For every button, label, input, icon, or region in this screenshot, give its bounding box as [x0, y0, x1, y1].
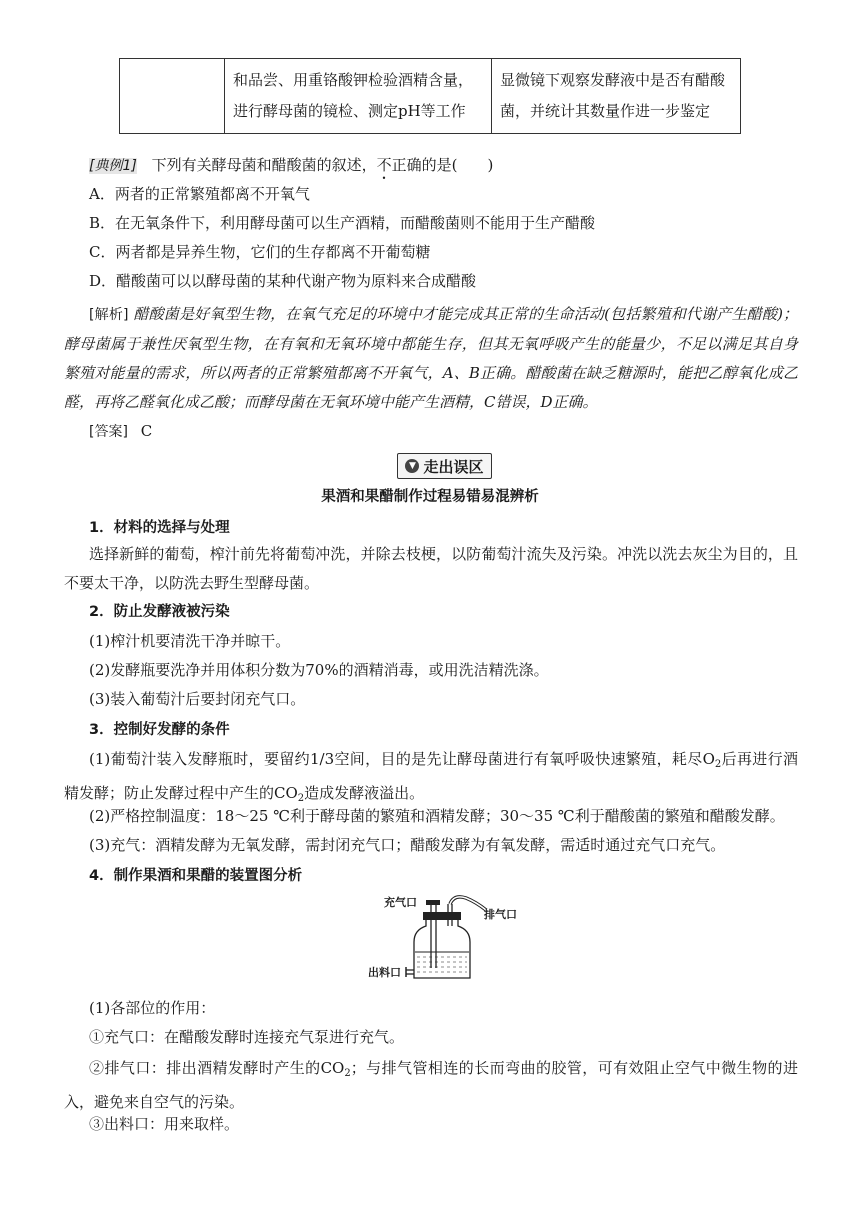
banner-label: 走出误区	[423, 457, 484, 476]
question-text-b: 正确的是( )	[391, 156, 494, 174]
s4-title: 4．制作果酒和果醋的装置图分析	[89, 868, 303, 884]
table-cell	[225, 59, 492, 134]
s3-item-2: (2)严格控制温度：18～25 ℃利于酵母菌的繁殖和酒精发酵；30～35 ℃利于醋酸菌的繁殖和醋酸发酵。	[89, 807, 785, 825]
option-c: C．两者都是异养生物，它们的生存都离不开葡萄糖	[89, 243, 431, 261]
option-a: A．两者的正常繁殖都离不开氧气	[89, 185, 310, 203]
label-exhaust: 排气口	[484, 908, 517, 921]
s4-item-1: ①充气口：在醋酸发酵时连接充气泵进行充气。	[89, 1028, 405, 1046]
answer-value: C	[140, 422, 153, 440]
option-d: D．醋酸菌可以以酵母菌的某种代谢产物为原料来合成醋酸	[89, 272, 477, 290]
analysis-paragraph	[64, 300, 798, 417]
question-emphasis: 不	[376, 156, 392, 174]
s4-item-2-a: ②排气口：排出酒精发酵时产生的CO	[89, 1059, 345, 1077]
s3-item-1	[64, 745, 798, 813]
answer-tag: [答案]	[89, 424, 128, 440]
cell-line: 显微镜下观察发酵液中是否有醋酸	[500, 71, 726, 89]
table-row	[120, 59, 741, 134]
cell-line: 菌，并统计其数量作进一步鉴定	[500, 102, 711, 120]
s3-item-1-c: 造成发酵液溢出。	[304, 784, 425, 802]
analysis-text: 醋酸菌是好氧型生物，在氧气充足的环境中才能完成其正常的生命活动(包括繁殖和代谢产生醋酸)；酵母菌属于兼性厌氧型生物，在有氧和无氧环境中都能生存，但其无氧呼吸产生的能量少，不足以满足其自身繁殖对能量的需求，所以两者的正常繁殖都离不开氧气，A、B正确。醋酸菌在缺乏糖源时，能把乙醇氧化成乙醛，再将乙醛氧化成乙酸；而酵母菌在无氧环境中能产生酒精，C错误，D正确。	[64, 305, 798, 411]
example-tag: [典例1]	[89, 158, 137, 174]
s2-title: 2．防止发酵液被污染	[89, 604, 230, 620]
table-cell-empty	[120, 59, 225, 134]
s2-item-3: (3)装入葡萄汁后要封闭充气口。	[89, 690, 306, 708]
s4-lead: (1)各部位的作用：	[89, 999, 216, 1017]
subscript: 2	[714, 759, 722, 770]
s2-item-1: (1)榨汁机要清洗干净并晾干。	[89, 632, 291, 650]
subscript: 2	[297, 793, 305, 804]
top-table	[119, 58, 741, 134]
answer-line	[89, 421, 152, 441]
section-title: 果酒和果醋制作过程易错易混辨析	[321, 489, 539, 505]
table-cell	[492, 59, 741, 134]
subscript: 2	[344, 1068, 351, 1079]
s3-item-1-a: (1)葡萄汁装入发酵瓶时，要留约1/3空间，目的是先让酵母菌进行有氧呼吸快速繁殖，耗尽O	[89, 750, 715, 768]
cell-line: 和品尝、用重铬酸钾检验酒精含量，	[233, 71, 474, 89]
analysis-tag: [解析]	[89, 307, 129, 323]
s4-item-3: ③出料口：用来取样。	[89, 1115, 240, 1133]
chevron-down-icon: ▼	[405, 459, 419, 473]
fermentation-apparatus-diagram	[368, 890, 528, 982]
option-b: B．在无氧条件下，利用酵母菌可以生产酒精，而醋酸菌则不能用于生产醋酸	[89, 214, 596, 232]
s2-item-2: (2)发酵瓶要洗净并用体积分数为70%的酒精消毒，或用洗洁精洗涤。	[89, 661, 549, 679]
example-question	[89, 154, 493, 183]
banner-misconceptions	[397, 453, 492, 479]
s3-item-3: (3)充气：酒精发酵为无氧发酵，需封闭充气口；醋酸发酵为有氧发酵，需适时通过充气口充气。	[89, 836, 726, 854]
label-outlet: 出料口	[368, 966, 401, 979]
s3-item-1-b: 后再进行酒精发酵；防止发酵过程中产生的CO	[64, 750, 798, 802]
label-inlet: 充气口	[384, 896, 417, 909]
s4-item-2-b: ；与排气管相连的长而弯曲的胶管，可有效阻止空气中微生物的进入，避免来自空气的污染。	[64, 1059, 798, 1111]
cell-line: 进行酵母菌的镜检、测定pH等工作	[233, 102, 466, 120]
s4-item-2	[64, 1054, 798, 1117]
s1-text: 选择新鲜的葡萄，榨汁前先将葡萄冲洗，并除去枝梗，以防葡萄汁流失及污染。冲洗以洗去灰尘为目的，且不要太干净，以防洗去野生型酵母菌。	[64, 545, 798, 592]
s1-title: 1．材料的选择与处理	[89, 520, 230, 536]
s3-title: 3．控制好发酵的条件	[89, 722, 230, 738]
question-text-a: 下列有关酵母菌和醋酸菌的叙述，	[151, 156, 377, 174]
